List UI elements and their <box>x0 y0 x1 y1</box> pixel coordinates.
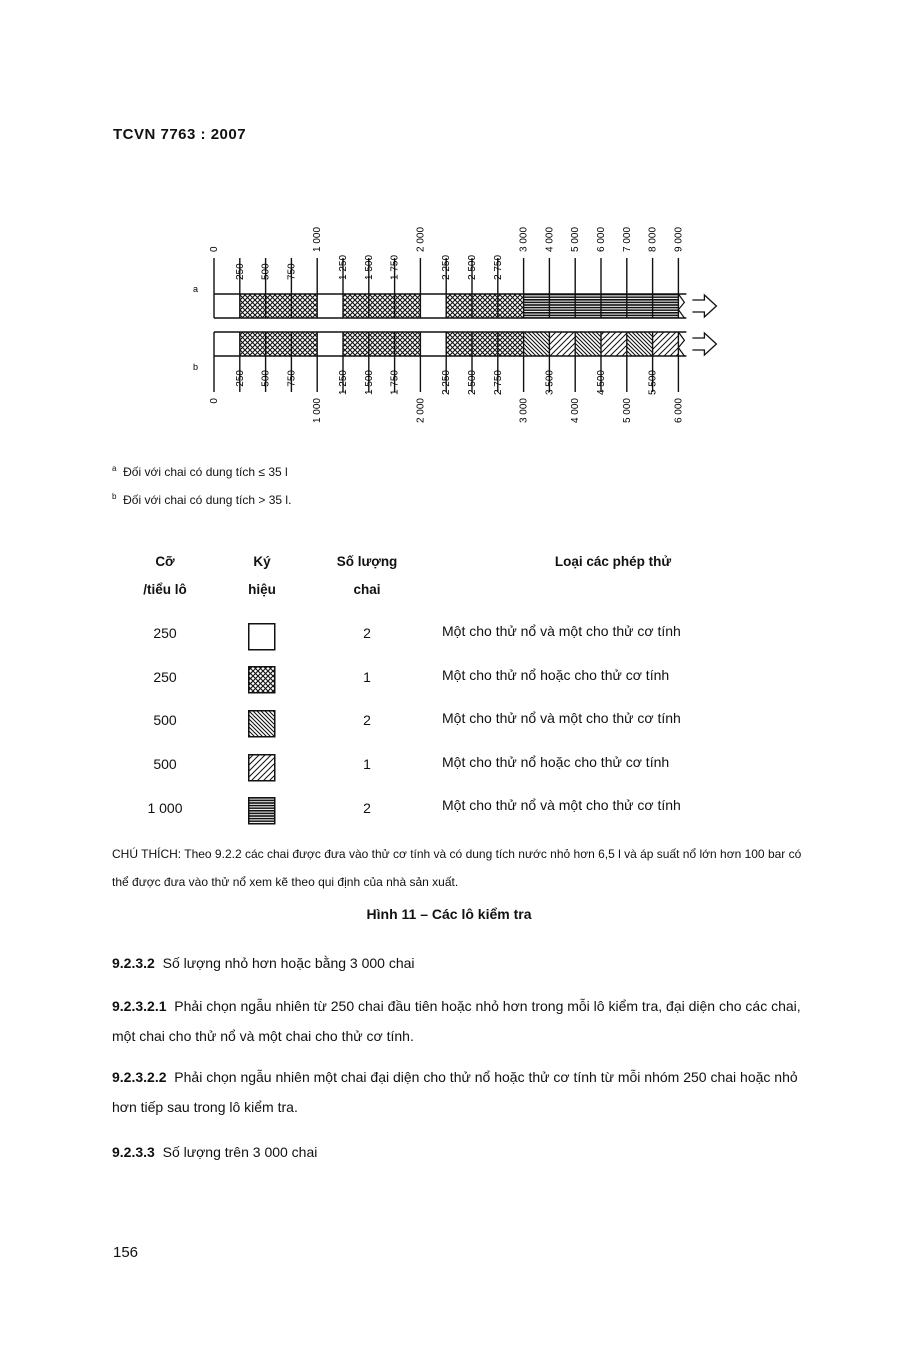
tick-label: 2 750 <box>492 254 504 280</box>
tick-label: 2 500 <box>467 370 478 396</box>
bar-segment <box>446 332 472 356</box>
header-count-line2: chai <box>353 582 381 597</box>
bar-break <box>678 332 684 356</box>
tick-label: 7 000 <box>621 226 633 252</box>
bar-segment <box>317 294 343 318</box>
row-size: 250 <box>153 669 177 685</box>
bar-segment <box>291 332 317 356</box>
note-text: Theo 9.2.2 các chai được đưa vào thử cơ tính và có dung tích nước nhỏ hơn 6,5 l và áp suất nổ lớn hơn 100 bar có thể được đưa vào thử nổ xem kẽ theo qui định của nhà sản xuất. <box>112 847 802 889</box>
bar-b-marker: b <box>193 362 199 372</box>
section-number: 9.2.3.3 <box>112 1144 155 1160</box>
row-size: 500 <box>153 712 177 728</box>
tick-label: 2 500 <box>467 254 478 280</box>
row-tests: Một cho thử nổ hoặc cho thử cơ tính <box>442 667 670 683</box>
bar-segment <box>266 332 292 356</box>
figure-note <box>112 840 812 896</box>
bar-segment <box>524 294 550 318</box>
bar-segment <box>575 332 601 356</box>
footnote-a-mark: a <box>112 464 117 473</box>
bar-segment <box>472 294 498 318</box>
standard-header: TCVN 7763 : 2007 <box>113 126 247 143</box>
section-9-2-3-2 <box>112 948 812 978</box>
bar-segment <box>266 294 292 318</box>
bar-segment <box>343 294 369 318</box>
footnote-b-mark: b <box>112 492 117 501</box>
tick-label: 250 <box>234 263 246 280</box>
tick-label: 6 000 <box>596 226 607 252</box>
footnote-b-text: Đối với chai có dung tích > 35 l. <box>123 493 292 507</box>
tick-label: 2 250 <box>441 254 453 280</box>
tick-label: 3 000 <box>518 398 530 424</box>
bar-segment <box>317 332 343 356</box>
figure-caption: Hình 11 – Các lô kiểm tra <box>366 906 532 922</box>
section-number: 9.2.3.2.2 <box>112 1069 167 1085</box>
row-size: 250 <box>153 625 177 641</box>
section-9-2-3-2-2 <box>112 1062 812 1122</box>
tick-label: 500 <box>260 263 272 280</box>
bar-segment <box>446 294 472 318</box>
tick-label: 1 750 <box>389 254 401 280</box>
row-count: 2 <box>363 800 371 816</box>
bar-segment <box>291 294 317 318</box>
tick-label: 750 <box>286 263 298 280</box>
row-tests: Một cho thử nổ và một cho thử cơ tính <box>442 623 681 639</box>
header-size-line1: Cỡ <box>155 554 175 569</box>
row-tests: Một cho thử nổ và một cho thử cơ tính <box>442 710 681 726</box>
tick-label: 0 <box>209 398 220 404</box>
section-text: Phải chọn ngẫu nhiên một chai đại diện cho thử nổ hoặc thử cơ tính từ mỗi nhóm 250 chai hoặc nhỏ hơn tiếp sau trong lô kiểm tra. <box>112 1069 798 1115</box>
symbol-crosshatch-icon <box>248 666 276 694</box>
header-tests: Loại các phép thử <box>554 554 672 569</box>
footnote-b <box>112 492 291 507</box>
tick-label: 3 500 <box>544 370 556 396</box>
bar-segment <box>601 332 627 356</box>
bar-b <box>209 332 716 423</box>
bar-segment <box>214 294 240 318</box>
bar-segment <box>472 332 498 356</box>
tick-label: 1 500 <box>363 370 375 396</box>
bar-a <box>209 227 716 318</box>
tick-label: 2 250 <box>441 370 453 396</box>
tick-label: 2 000 <box>415 226 427 252</box>
tick-label: 750 <box>286 370 298 387</box>
symbol-sparse-diagonal-icon <box>248 754 276 782</box>
tick-label: 1 000 <box>312 398 324 424</box>
footnote-a <box>112 464 288 479</box>
bar-segment <box>214 332 240 356</box>
footnote-a-text: Đối với chai có dung tích ≤ 35 l <box>123 465 288 479</box>
bar-segment <box>549 332 575 356</box>
bar-segment <box>240 332 266 356</box>
bar-segment <box>395 294 421 318</box>
bar-segment <box>524 332 550 356</box>
symbol-horizontal-lines-icon <box>248 797 276 825</box>
bar-segment <box>369 332 395 356</box>
row-size: 500 <box>153 756 177 772</box>
tick-label: 9 000 <box>673 226 685 252</box>
symbol-blank-icon <box>248 623 276 651</box>
page-number: 156 <box>113 1244 139 1261</box>
tick-label: 4 000 <box>570 398 582 424</box>
bar-break <box>678 294 684 318</box>
row-count: 1 <box>363 669 371 685</box>
header-size <box>130 548 200 604</box>
tick-label: 2 000 <box>415 398 427 424</box>
row-count: 2 <box>363 712 371 728</box>
tick-label: 1 250 <box>338 254 349 280</box>
continuation-arrow-icon <box>692 333 716 355</box>
row-size: 1 000 <box>147 800 183 816</box>
header-size-line2: /tiểu lô <box>143 582 187 597</box>
bar-segment <box>369 294 395 318</box>
tick-label: 1 250 <box>338 370 349 396</box>
header-count <box>322 548 412 604</box>
tick-label: 8 000 <box>647 226 659 252</box>
bar-segment <box>498 294 524 318</box>
header-count-line1: Số lượng <box>336 554 398 569</box>
section-9-2-3-3 <box>112 1137 812 1167</box>
section-text: Phải chọn ngẫu nhiên từ 250 chai đầu tiên hoặc nhỏ hơn trong mỗi lô kiểm tra, đại diện cho các chai, một chai cho thử nổ và một chai cho thử cơ tính. <box>112 998 801 1044</box>
bar-segment <box>549 294 575 318</box>
tick-label: 6 000 <box>673 398 685 424</box>
lot-division-figure <box>0 0 898 460</box>
bar-segment <box>575 294 601 318</box>
tick-label: 1 500 <box>363 254 375 280</box>
tick-label: 1 750 <box>389 370 401 396</box>
bar-segment <box>627 294 653 318</box>
tick-label: 4 500 <box>596 370 607 396</box>
tick-label: 5 500 <box>647 370 659 396</box>
bar-segment <box>240 294 266 318</box>
bar-segment <box>498 332 524 356</box>
continuation-arrow-icon <box>692 295 716 317</box>
bar-segment <box>343 332 369 356</box>
header-symbol <box>227 548 297 604</box>
bar-segment <box>653 294 679 318</box>
tick-label: 4 000 <box>544 226 556 252</box>
tick-label: 500 <box>260 370 272 387</box>
section-number: 9.2.3.2 <box>112 955 155 971</box>
section-number: 9.2.3.2.1 <box>112 998 167 1014</box>
tick-label: 250 <box>234 370 246 387</box>
bar-segment <box>420 294 446 318</box>
row-count: 2 <box>363 625 371 641</box>
tick-label: 5 000 <box>621 398 633 424</box>
bar-segment <box>653 332 679 356</box>
bar-segment <box>627 332 653 356</box>
bar-a-marker: a <box>193 284 199 294</box>
header-symbol-line1: Ký <box>253 554 271 569</box>
bar-segment <box>395 332 421 356</box>
bar-segment <box>601 294 627 318</box>
section-text: Số lượng nhỏ hơn hoặc bằng 3 000 chai <box>162 955 415 971</box>
header-symbol-line2: hiệu <box>248 582 276 597</box>
tick-label: 3 000 <box>518 226 530 252</box>
section-9-2-3-2-1 <box>112 991 812 1051</box>
note-label: CHÚ THÍCH: <box>112 847 182 861</box>
tick-label: 1 000 <box>312 226 324 252</box>
tick-label: 5 000 <box>570 226 582 252</box>
tick-label: 2 750 <box>492 370 504 396</box>
symbol-dense-diagonal-icon <box>248 710 276 738</box>
row-tests: Một cho thử nổ và một cho thử cơ tính <box>442 797 681 813</box>
tick-label: 0 <box>209 246 220 252</box>
row-tests: Một cho thử nổ hoặc cho thử cơ tính <box>442 754 670 770</box>
bar-segment <box>420 332 446 356</box>
row-count: 1 <box>363 756 371 772</box>
section-text: Số lượng trên 3 000 chai <box>162 1144 318 1160</box>
